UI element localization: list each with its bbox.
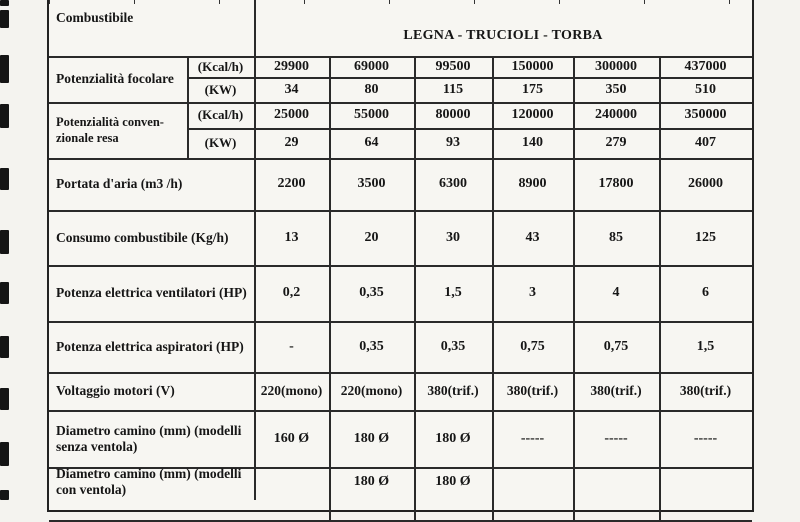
column-divider	[659, 210, 661, 265]
row-label-voltaggio	[49, 372, 253, 410]
value-cell: 6	[702, 285, 709, 300]
column-divider	[659, 467, 661, 520]
column-divider	[659, 321, 661, 372]
column-divider	[414, 56, 416, 102]
registration-mark	[0, 490, 9, 500]
column-divider	[573, 372, 575, 410]
registration-mark	[0, 282, 9, 304]
value-cell: 0,35	[359, 285, 384, 300]
column-divider	[414, 265, 416, 321]
column-divider	[414, 321, 416, 372]
header-label: Combustibile	[56, 10, 134, 25]
value-cell: 125	[695, 229, 716, 245]
value-cell: 510	[695, 81, 716, 97]
row-label-pot-focolare	[49, 56, 186, 102]
value-cell: 20	[364, 229, 379, 245]
value-cell: 1,5	[444, 285, 462, 300]
value-cell: -	[289, 338, 294, 354]
registration-mark	[0, 10, 9, 28]
value-cell: 150000	[511, 58, 554, 74]
value-cell: 380(trif.)	[427, 383, 479, 398]
column-divider	[492, 210, 494, 265]
value-cell: 43	[525, 229, 540, 245]
value-cell: 175	[522, 81, 543, 97]
value-cell: 300000	[595, 58, 637, 74]
value-cell: 80000	[435, 107, 471, 122]
column-divider	[573, 467, 575, 520]
row-label-text: Voltaggio motori (V)	[56, 383, 175, 398]
value-cell	[659, 455, 752, 508]
column-divider	[414, 102, 416, 158]
value-cell: 3	[529, 285, 536, 300]
column-divider	[414, 372, 416, 410]
value-cell: 240000	[595, 107, 637, 122]
column-divider	[329, 265, 331, 321]
unit-cell: (Kcal/h)	[197, 107, 244, 122]
unit-cell: (Kcal/h)	[197, 58, 244, 74]
value-cell: 0,75	[603, 338, 629, 354]
value-cell: 220(mono)	[260, 383, 323, 398]
value-cell: 3500	[357, 176, 386, 191]
value-cell: 4	[612, 285, 620, 300]
row-label-text: Consumo combustibile (Kg/h)	[56, 229, 229, 245]
column-divider	[329, 467, 331, 520]
column-divider	[492, 321, 494, 372]
value-cell: 29	[284, 135, 299, 150]
value-cell: -----	[520, 430, 545, 446]
column-divider	[414, 158, 416, 210]
value-cell: 437000	[684, 58, 727, 74]
column-divider	[573, 321, 575, 372]
value-cell: 380(trif.)	[590, 383, 642, 398]
column-divider	[659, 158, 661, 210]
column-divider	[492, 467, 494, 520]
value-cell: 1,5	[696, 338, 715, 354]
value-cell: 180 Ø	[435, 430, 471, 446]
row-label-text: Potenzialità conven-zionale resa	[56, 115, 164, 145]
column-divider	[329, 372, 331, 410]
unit-cell: (KW)	[204, 81, 237, 97]
column-divider	[329, 102, 331, 158]
row-label-text: Potenzialità focolare	[56, 71, 174, 86]
value-cell: 8900	[518, 176, 547, 191]
value-cell	[492, 455, 573, 508]
value-cell: 26000	[688, 176, 723, 191]
row-label-text: Portata d'aria (m3 /h)	[56, 176, 183, 191]
left-registration-marks	[0, 0, 14, 500]
column-divider	[573, 210, 575, 265]
value-cell: 13	[284, 229, 299, 245]
row-divider	[49, 520, 752, 522]
value-cell: 6300	[439, 176, 467, 191]
value-cell: 407	[695, 135, 716, 150]
column-divider	[492, 102, 494, 158]
value-cell: 140	[522, 135, 543, 150]
value-cell: 120000	[511, 107, 554, 122]
value-cell: 180 Ø	[353, 430, 390, 446]
value-cell: 180 Ø	[435, 473, 471, 489]
registration-mark	[0, 230, 9, 254]
spec-table	[47, 0, 754, 512]
column-divider	[659, 372, 661, 410]
column-divider	[492, 265, 494, 321]
value-cell: 380(trif.)	[506, 383, 559, 398]
column-divider	[573, 102, 575, 158]
registration-mark	[0, 168, 9, 190]
registration-mark	[0, 388, 9, 410]
column-divider	[414, 467, 416, 520]
header-fuel-types: LEGNA - TRUCIOLI - TORBA	[403, 28, 603, 43]
registration-mark	[0, 104, 9, 128]
row-label-pot-resa	[49, 102, 186, 158]
value-cell: 17800	[598, 176, 634, 191]
column-divider	[659, 265, 661, 321]
column-divider	[492, 372, 494, 410]
value-cell: 80	[364, 81, 379, 97]
row-label-text: Diametro camino (mm) (modelli con ventola)	[56, 465, 242, 497]
value-cell: 0,35	[440, 338, 466, 354]
row-label-text: Diametro camino (mm) (modelli senza ventola)	[56, 422, 242, 454]
value-cell	[573, 455, 659, 508]
column-divider	[659, 56, 661, 102]
value-cell: 0,35	[359, 338, 384, 354]
value-cell: 2200	[277, 176, 306, 191]
value-cell: 85	[609, 229, 623, 245]
row-label-text: Potenza elettrica ventilatori (HP)	[56, 285, 247, 300]
column-divider	[659, 102, 661, 158]
value-cell: 64	[364, 135, 379, 150]
row-label-aspiratori	[49, 321, 253, 372]
value-cell: 25000	[274, 107, 309, 122]
value-cell: 55000	[354, 107, 389, 122]
value-cell: 180 Ø	[353, 473, 390, 489]
value-cell: 29900	[274, 58, 309, 74]
column-divider	[329, 158, 331, 210]
row-label-ventilatori	[49, 265, 253, 321]
value-cell: 380(trif.)	[679, 383, 732, 398]
value-cell: 0,2	[282, 285, 301, 300]
row-label-portata	[49, 158, 253, 210]
value-cell: 99500	[435, 58, 471, 74]
value-cell: -----	[604, 430, 628, 446]
column-divider	[573, 158, 575, 210]
row-label-camino-con	[49, 455, 253, 508]
registration-mark	[0, 336, 9, 358]
column-divider	[329, 321, 331, 372]
value-cell: 279	[605, 135, 627, 150]
value-cell: 220(mono)	[340, 383, 403, 398]
column-divider	[492, 56, 494, 102]
column-divider	[329, 56, 331, 102]
value-cell: 0,75	[520, 338, 545, 354]
column-divider	[492, 158, 494, 210]
row-label-text: Potenza elettrica aspiratori (HP)	[56, 338, 244, 354]
row-label-consumo	[49, 210, 253, 265]
value-cell: 350	[605, 81, 627, 97]
value-cell: 93	[446, 135, 460, 150]
value-cell: 30	[446, 229, 460, 245]
registration-mark	[0, 55, 9, 83]
value-cell: 350000	[684, 107, 727, 122]
value-cell: 34	[284, 81, 299, 97]
registration-mark	[0, 442, 9, 466]
value-cell: -----	[693, 430, 718, 446]
unit-cell: (KW)	[204, 135, 237, 150]
column-divider	[573, 265, 575, 321]
registration-mark	[0, 0, 9, 6]
column-divider	[414, 210, 416, 265]
value-cell: 115	[442, 81, 464, 97]
value-cell: 160 Ø	[273, 430, 310, 446]
value-cell: 69000	[354, 58, 389, 74]
value-cell	[254, 455, 329, 508]
column-divider	[573, 56, 575, 102]
column-divider	[329, 210, 331, 265]
